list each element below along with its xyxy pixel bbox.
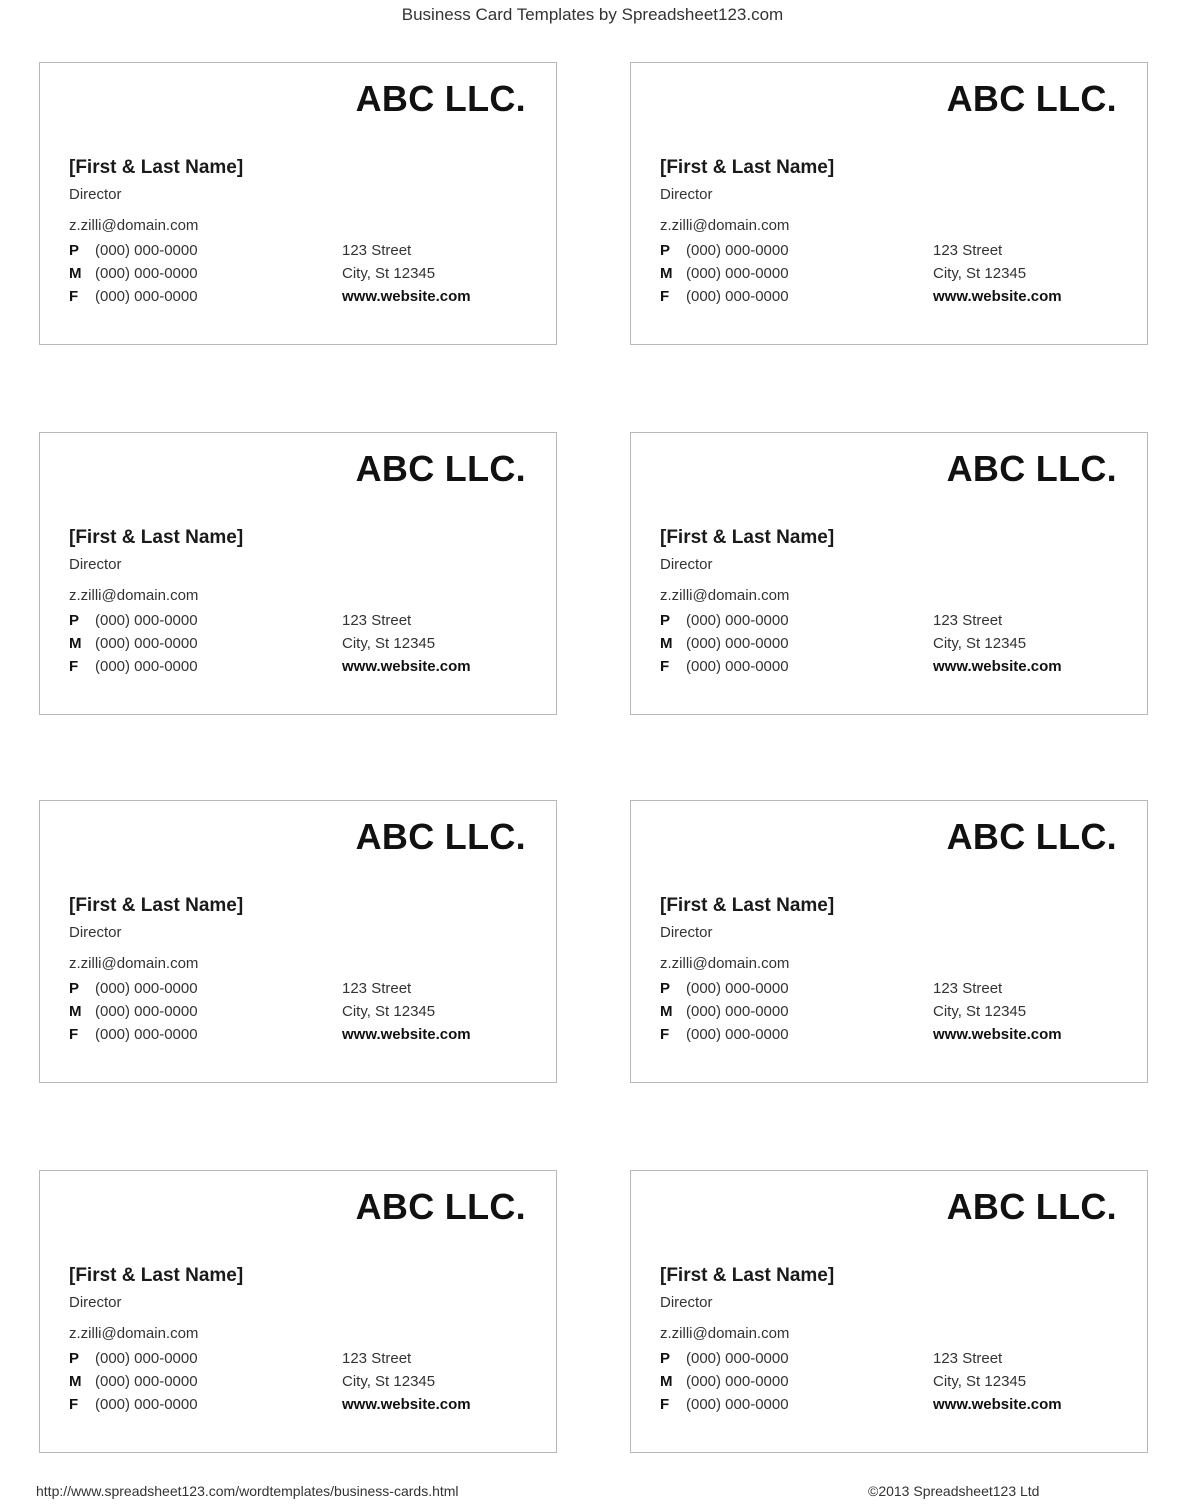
phone-label: P: [660, 242, 671, 259]
phone-number: (000) 000-0000: [686, 612, 789, 629]
address-block: [342, 612, 471, 681]
business-card-7: [39, 1170, 557, 1453]
mobile-number: (000) 000-0000: [95, 1003, 198, 1020]
fax-number: (000) 000-0000: [686, 1026, 789, 1043]
fax-row: [660, 288, 789, 311]
fax-row: [660, 1026, 789, 1049]
website: www.website.com: [342, 288, 471, 305]
website: www.website.com: [933, 658, 1062, 675]
company-name: ABC LLC.: [355, 1186, 526, 1227]
job-title: Director: [660, 1294, 713, 1311]
mobile-label: M: [69, 265, 82, 282]
phone-number: (000) 000-0000: [95, 980, 198, 997]
city: City, St 12345: [933, 265, 1027, 282]
mobile-number: (000) 000-0000: [686, 635, 789, 652]
fax-label: F: [660, 658, 670, 675]
email: z.zilli@domain.com: [69, 217, 199, 234]
city: City, St 12345: [933, 635, 1027, 652]
fax-label: F: [69, 658, 79, 675]
phone-row: [660, 1350, 789, 1373]
mobile-row: [660, 1373, 789, 1396]
website: www.website.com: [933, 1026, 1062, 1043]
fax-row: [660, 1396, 789, 1419]
phone-number: (000) 000-0000: [95, 612, 198, 629]
phone-row: [660, 980, 789, 1003]
mobile-number: (000) 000-0000: [686, 265, 789, 282]
person-name: [First & Last Name]: [660, 157, 835, 178]
company-name: ABC LLC.: [946, 78, 1117, 119]
phone-list: [660, 612, 789, 681]
city: City, St 12345: [342, 265, 436, 282]
city: City, St 12345: [342, 1003, 436, 1020]
phone-row: [69, 980, 198, 1003]
phone-list: [660, 1350, 789, 1419]
email: z.zilli@domain.com: [660, 1325, 790, 1342]
job-title: Director: [660, 556, 713, 573]
mobile-label: M: [69, 635, 82, 652]
fax-label: F: [660, 288, 670, 305]
phone-number: (000) 000-0000: [686, 1350, 789, 1367]
person-name: [First & Last Name]: [69, 895, 244, 916]
job-title: Director: [69, 556, 122, 573]
phone-list: [69, 980, 198, 1049]
email: z.zilli@domain.com: [660, 217, 790, 234]
mobile-row: [69, 635, 198, 658]
phone-number: (000) 000-0000: [686, 980, 789, 997]
business-card-2: [630, 62, 1148, 345]
company-name: ABC LLC.: [355, 78, 526, 119]
city: City, St 12345: [933, 1003, 1027, 1020]
phone-list: [660, 242, 789, 311]
street: 123 Street: [342, 612, 412, 629]
fax-number: (000) 000-0000: [686, 1396, 789, 1413]
business-card-3: [39, 432, 557, 715]
website: www.website.com: [933, 288, 1062, 305]
footer-copyright: ©2013 Spreadsheet123 Ltd: [868, 1483, 1040, 1499]
business-card-1: [39, 62, 557, 345]
phone-row: [660, 612, 789, 635]
email: z.zilli@domain.com: [69, 955, 199, 972]
business-card-6: [630, 800, 1148, 1083]
mobile-label: M: [69, 1373, 82, 1390]
mobile-label: M: [660, 635, 673, 652]
person-name: [First & Last Name]: [660, 1265, 835, 1286]
mobile-number: (000) 000-0000: [95, 1373, 198, 1390]
address-block: [933, 242, 1062, 311]
website: www.website.com: [933, 1396, 1062, 1413]
fax-row: [69, 658, 198, 681]
job-title: Director: [69, 924, 122, 941]
address-block: [933, 612, 1062, 681]
fax-label: F: [69, 1026, 79, 1043]
fax-number: (000) 000-0000: [686, 288, 789, 305]
street: 123 Street: [933, 242, 1003, 259]
business-card-5: [39, 800, 557, 1083]
mobile-row: [69, 1003, 198, 1026]
phone-label: P: [69, 612, 80, 629]
email: z.zilli@domain.com: [69, 587, 199, 604]
mobile-number: (000) 000-0000: [686, 1003, 789, 1020]
phone-list: [69, 242, 198, 311]
company-name: ABC LLC.: [946, 1186, 1117, 1227]
street: 123 Street: [342, 242, 412, 259]
phone-label: P: [69, 242, 80, 259]
person-name: [First & Last Name]: [69, 157, 244, 178]
mobile-label: M: [660, 1003, 673, 1020]
street: 123 Street: [933, 1350, 1003, 1367]
mobile-label: M: [69, 1003, 82, 1020]
mobile-row: [660, 265, 789, 288]
phone-list: [660, 980, 789, 1049]
phone-label: P: [660, 980, 671, 997]
phone-row: [69, 612, 198, 635]
mobile-number: (000) 000-0000: [686, 1373, 789, 1390]
mobile-number: (000) 000-0000: [95, 265, 198, 282]
fax-row: [69, 1026, 198, 1049]
city: City, St 12345: [342, 635, 436, 652]
phone-number: (000) 000-0000: [95, 1350, 198, 1367]
phone-label: P: [660, 1350, 671, 1367]
phone-label: P: [69, 980, 80, 997]
street: 123 Street: [933, 980, 1003, 997]
company-name: ABC LLC.: [355, 448, 526, 489]
fax-row: [660, 658, 789, 681]
street: 123 Street: [933, 612, 1003, 629]
address-block: [342, 980, 471, 1049]
mobile-row: [660, 635, 789, 658]
address-block: [342, 1350, 471, 1419]
fax-label: F: [660, 1026, 670, 1043]
fax-label: F: [69, 1396, 79, 1413]
job-title: Director: [69, 1294, 122, 1311]
job-title: Director: [660, 186, 713, 203]
business-card-4: [630, 432, 1148, 715]
street: 123 Street: [342, 980, 412, 997]
mobile-number: (000) 000-0000: [95, 635, 198, 652]
phone-label: P: [69, 1350, 80, 1367]
mobile-label: M: [660, 1373, 673, 1390]
fax-label: F: [69, 288, 79, 305]
fax-number: (000) 000-0000: [686, 658, 789, 675]
person-name: [First & Last Name]: [69, 1265, 244, 1286]
phone-number: (000) 000-0000: [686, 242, 789, 259]
city: City, St 12345: [933, 1373, 1027, 1390]
phone-row: [660, 242, 789, 265]
person-name: [First & Last Name]: [69, 527, 244, 548]
fax-number: (000) 000-0000: [95, 1026, 198, 1043]
mobile-row: [69, 1373, 198, 1396]
email: z.zilli@domain.com: [660, 587, 790, 604]
mobile-label: M: [660, 265, 673, 282]
fax-label: F: [660, 1396, 670, 1413]
address-block: [933, 1350, 1062, 1419]
mobile-row: [69, 265, 198, 288]
website: www.website.com: [342, 658, 471, 675]
address-block: [342, 242, 471, 311]
mobile-row: [660, 1003, 789, 1026]
address-block: [933, 980, 1062, 1049]
job-title: Director: [69, 186, 122, 203]
phone-list: [69, 612, 198, 681]
business-card-8: [630, 1170, 1148, 1453]
website: www.website.com: [342, 1396, 471, 1413]
page-title: Business Card Templates by Spreadsheet123.com: [401, 5, 784, 24]
email: z.zilli@domain.com: [69, 1325, 199, 1342]
street: 123 Street: [342, 1350, 412, 1367]
company-name: ABC LLC.: [946, 448, 1117, 489]
fax-number: (000) 000-0000: [95, 658, 198, 675]
person-name: [First & Last Name]: [660, 527, 835, 548]
website: www.website.com: [342, 1026, 471, 1043]
phone-row: [69, 1350, 198, 1373]
fax-row: [69, 1396, 198, 1419]
phone-row: [69, 242, 198, 265]
phone-list: [69, 1350, 198, 1419]
phone-label: P: [660, 612, 671, 629]
job-title: Director: [660, 924, 713, 941]
email: z.zilli@domain.com: [660, 955, 790, 972]
fax-number: (000) 000-0000: [95, 288, 198, 305]
person-name: [First & Last Name]: [660, 895, 835, 916]
fax-number: (000) 000-0000: [95, 1396, 198, 1413]
company-name: ABC LLC.: [946, 816, 1117, 857]
footer-url[interactable]: http://www.spreadsheet123.com/wordtemplates/business-cards.html: [36, 1483, 459, 1499]
city: City, St 12345: [342, 1373, 436, 1390]
company-name: ABC LLC.: [355, 816, 526, 857]
fax-row: [69, 288, 198, 311]
phone-number: (000) 000-0000: [95, 242, 198, 259]
